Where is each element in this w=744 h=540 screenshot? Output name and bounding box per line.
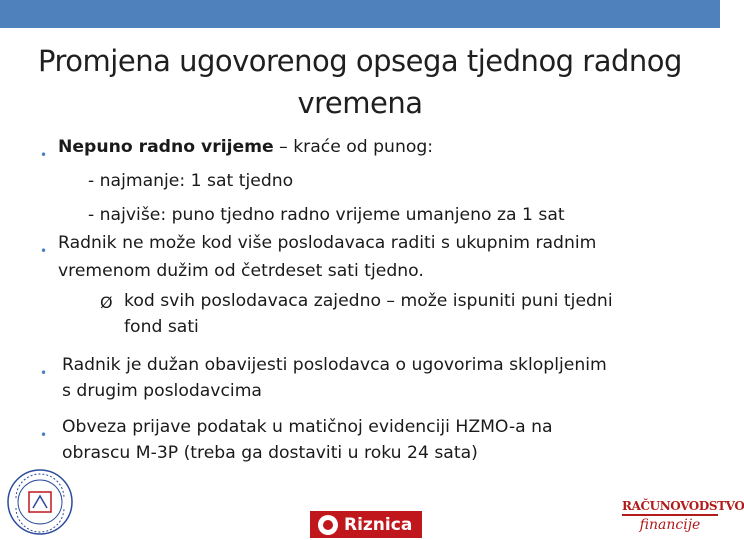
racunovodstvo-financije-logo bbox=[622, 498, 744, 538]
top-accent-bar bbox=[0, 0, 720, 28]
bullet-1 bbox=[58, 134, 433, 160]
slide-title-line-2: vremena bbox=[297, 86, 423, 120]
bullet-3-line-2: s drugim poslodavcima bbox=[62, 381, 262, 401]
arrow-bullet-icon: Ø bbox=[100, 293, 113, 312]
bullet-4-line-1: Obveza prijave podatak u matičnoj evidenciji HZMO-a na bbox=[62, 417, 553, 437]
logo-right-line-2: financije bbox=[639, 517, 701, 533]
association-seal-logo bbox=[6, 468, 74, 536]
riznica-logo bbox=[310, 511, 422, 538]
logo-right-line-1: RAČUNOVODSTVO bbox=[622, 498, 718, 516]
sub-item-min: - najmanje: 1 sat tjedno bbox=[88, 171, 294, 191]
riznica-emblem-icon bbox=[318, 515, 338, 535]
bullet-4-line-2: obrascu M-3P (treba ga dostaviti u roku 24 sata) bbox=[62, 443, 478, 463]
riznica-logo-text: Riznica bbox=[344, 514, 413, 535]
bullet-3-line-1: Radnik je dužan obavijesti poslodavca o ugovorima sklopljenim bbox=[62, 355, 607, 375]
slide-title bbox=[20, 40, 700, 124]
bullet-1-rest: – kraće od punog: bbox=[273, 137, 434, 157]
slide-title-line-1: Promjena ugovorenog opsega tjednog radnog bbox=[38, 44, 682, 78]
bullet-marker: • bbox=[40, 366, 48, 380]
bullet-1-bold: Nepuno radno vrijeme bbox=[58, 137, 274, 157]
bullet-marker: • bbox=[40, 148, 48, 162]
arrow-item-line-1: kod svih poslodavaca zajedno – može ispuniti puni tjedni bbox=[124, 291, 613, 311]
bullet-marker: • bbox=[40, 244, 48, 258]
bullet-marker: • bbox=[40, 428, 48, 442]
bullet-2-line-1: Radnik ne može kod više poslodavaca raditi s ukupnim radnim bbox=[58, 233, 597, 253]
arrow-item-line-2: fond sati bbox=[124, 317, 199, 337]
bullet-2-line-2: vremenom dužim od četrdeset sati tjedno. bbox=[58, 261, 424, 281]
sub-item-max: - najviše: puno tjedno radno vrijeme umanjeno za 1 sat bbox=[88, 205, 565, 225]
